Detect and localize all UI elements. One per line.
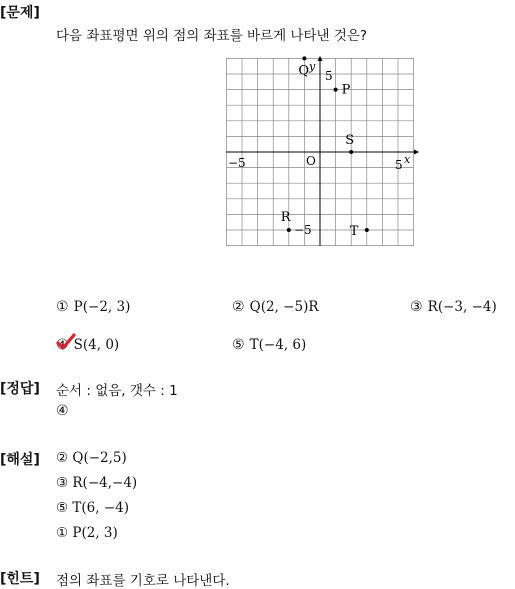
choice-2[interactable] <box>232 296 319 315</box>
choice-text: P(−2, 3) <box>73 299 131 315</box>
point-q-dot <box>302 56 306 60</box>
point-r-dot <box>287 228 291 232</box>
choice-number: ④ <box>56 337 69 353</box>
explanation-line: ⑤ T(6, −4) <box>56 500 130 516</box>
point-p-dot <box>334 88 338 92</box>
choice-number: ② <box>232 299 245 315</box>
answer-summary: 순서 : 없음, 갯수 : 1 <box>56 383 178 399</box>
explanation-line: ② Q(−2,5) <box>56 450 127 466</box>
choice-text: Q(2, −5)R <box>249 299 319 315</box>
origin-label: O <box>306 154 316 168</box>
choice-text: T(−4, 6) <box>249 337 307 353</box>
axes <box>226 56 419 246</box>
tick-x-neg5: −5 <box>228 156 246 170</box>
point-s-label: S <box>345 133 355 148</box>
choice-1[interactable] <box>56 296 130 315</box>
point-s-dot <box>349 150 353 154</box>
answer-value: ④ <box>56 403 69 419</box>
point-r-label: R <box>280 210 291 225</box>
choice-3[interactable] <box>410 296 497 315</box>
choice-4[interactable] <box>56 334 119 353</box>
tick-y-neg5: −5 <box>294 223 312 237</box>
check-mark-icon <box>56 332 76 352</box>
tick-x-5: 5 <box>395 158 403 172</box>
choice-number: ① <box>56 299 69 315</box>
choice-text: R(−3, −4) <box>427 299 497 315</box>
explanation-line: ③ R(−4,−4) <box>56 475 138 491</box>
plotted-points <box>281 56 369 239</box>
choice-5[interactable] <box>232 334 306 353</box>
explanation-line: ① P(2, 3) <box>56 525 118 541</box>
answer-header: [정답] <box>0 381 40 397</box>
tick-y-5: 5 <box>325 69 333 83</box>
hint-text: 점의 좌표를 기호로 나타낸다. <box>56 573 230 589</box>
choice-number: ⑤ <box>232 337 245 353</box>
hint-header: [힌트] <box>0 571 40 587</box>
y-axis-label: y <box>309 60 316 73</box>
choice-text: S(4, 0) <box>73 337 120 353</box>
explanation-header: [해설] <box>0 452 40 468</box>
point-p-label: P <box>341 82 351 98</box>
problem-header: [문제] <box>0 5 40 21</box>
point-q-label: Q <box>298 63 310 79</box>
point-t-dot <box>365 228 369 232</box>
coordinate-graph <box>222 56 422 252</box>
x-axis-label: x <box>404 153 411 166</box>
question-text: 다음 좌표평면 위의 점의 좌표를 바르게 나타낸 것은? <box>56 28 368 44</box>
choice-number: ③ <box>410 299 423 315</box>
point-t-label: T <box>349 224 359 239</box>
